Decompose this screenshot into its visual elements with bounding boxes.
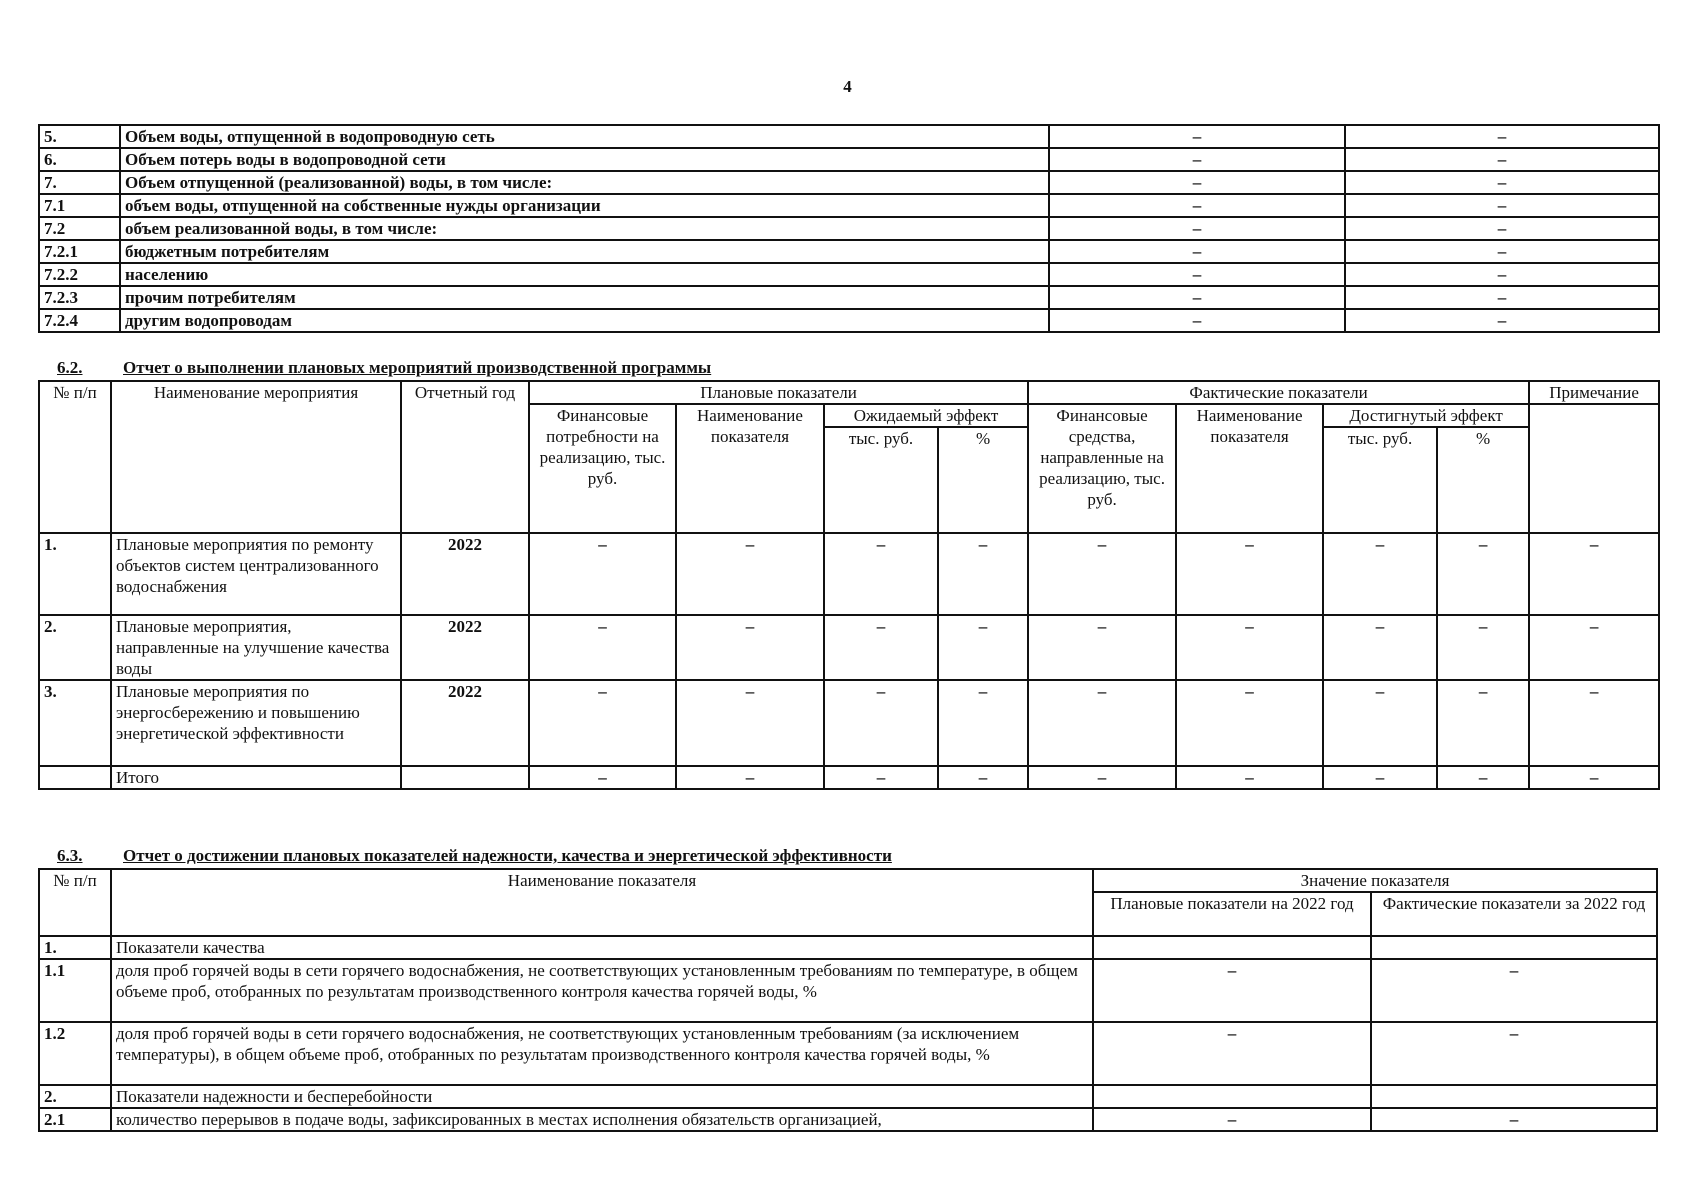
table-row <box>39 615 1659 680</box>
table-row <box>39 1022 1657 1085</box>
indicator-name: Показатели качества <box>111 936 1093 959</box>
fact-value: – <box>1371 1108 1657 1131</box>
table-row <box>39 936 1657 959</box>
total-row <box>39 766 1659 789</box>
header-fact-finance: Финансовые средства, направленные на реализацию, тыс. руб. <box>1028 404 1176 533</box>
value-cell: – <box>1176 766 1323 789</box>
total-label: Итого <box>111 766 401 789</box>
section-number: 6.3. <box>57 846 83 865</box>
fact-value: – <box>1345 125 1659 148</box>
fact-value: – <box>1345 171 1659 194</box>
value-cell: – <box>1529 680 1659 766</box>
value-cell: – <box>1529 615 1659 680</box>
plan-value: – <box>1049 194 1345 217</box>
header-plan-indicator-name: Наименование показателя <box>676 404 824 533</box>
fact-value: – <box>1345 286 1659 309</box>
row-number: 1.1 <box>39 959 111 1022</box>
table-row <box>39 217 1659 240</box>
table-row <box>39 533 1659 615</box>
header-num: № п/п <box>39 381 111 533</box>
row-number <box>39 766 111 789</box>
value-cell: – <box>676 680 824 766</box>
value-cell: – <box>1323 766 1437 789</box>
value-cell: – <box>1529 766 1659 789</box>
row-number: 3. <box>39 680 111 766</box>
value-cell: – <box>1437 533 1529 615</box>
row-name: Объем потерь воды в водопроводной сети <box>120 148 1049 171</box>
value-cell: – <box>1323 533 1437 615</box>
header-achieved-pct: % <box>1437 427 1529 533</box>
value-cell: – <box>1028 533 1176 615</box>
measure-name: Плановые мероприятия, направленные на улучшение качества воды <box>111 615 401 680</box>
value-cell: – <box>1437 680 1529 766</box>
value-cell: – <box>1176 680 1323 766</box>
plan-value: – <box>1049 240 1345 263</box>
header-achieved-effect: Достигнутый эффект <box>1323 404 1529 427</box>
fact-value: – <box>1371 1022 1657 1085</box>
row-name: объем воды, отпущенной на собственные нужды организации <box>120 194 1049 217</box>
value-cell: – <box>1323 615 1437 680</box>
plan-value: – <box>1049 286 1345 309</box>
row-number: 7.2.3 <box>39 286 120 309</box>
table-row <box>39 286 1659 309</box>
table-row <box>39 309 1659 332</box>
indicators-table <box>38 868 1658 1132</box>
value-cell: – <box>676 533 824 615</box>
indicator-name: доля проб горячей воды в сети горячего водоснабжения, не соответствующих установленным требованиям по температуре, в общем объеме проб, отобранных по результатам производственного контроля качества горячей воды, % <box>111 959 1093 1022</box>
volumes-table <box>38 124 1660 333</box>
row-name: объем реализованной воды, в том числе: <box>120 217 1049 240</box>
fact-value: – <box>1345 217 1659 240</box>
section-title-text: Отчет о выполнении плановых мероприятий производственной программы <box>123 358 712 377</box>
report-year: 2022 <box>401 680 529 766</box>
report-year <box>401 766 529 789</box>
indicator-name: Показатели надежности и бесперебойности <box>111 1085 1093 1108</box>
value-cell: – <box>938 680 1028 766</box>
row-number: 1. <box>39 533 111 615</box>
row-number: 7. <box>39 171 120 194</box>
plan-value: – <box>1049 171 1345 194</box>
value-cell: – <box>529 533 676 615</box>
row-number: 7.2 <box>39 217 120 240</box>
table-row <box>39 148 1659 171</box>
value-cell: – <box>529 766 676 789</box>
value-cell: – <box>824 680 938 766</box>
plan-value: – <box>1049 309 1345 332</box>
row-number: 1. <box>39 936 111 959</box>
header-fact-indicators: Фактические показатели <box>1028 381 1529 404</box>
value-cell: – <box>824 533 938 615</box>
indicators-table-body <box>39 936 1657 1131</box>
section-6-3-title <box>57 846 892 866</box>
section-6-2-title <box>57 358 711 378</box>
table-row <box>39 171 1659 194</box>
volumes-table-body <box>39 125 1659 332</box>
row-name: другим водопроводам <box>120 309 1049 332</box>
fact-value: – <box>1345 240 1659 263</box>
plan-value: – <box>1049 263 1345 286</box>
row-number: 7.1 <box>39 194 120 217</box>
header-indicator-value: Значение показателя <box>1093 869 1657 892</box>
row-number: 2. <box>39 615 111 680</box>
section-title-text: Отчет о достижении плановых показателей надежности, качества и энергетической эффективности <box>123 846 892 865</box>
plan-value: – <box>1093 959 1371 1022</box>
header-indicator-name: Наименование показателя <box>111 869 1093 936</box>
table-row <box>39 194 1659 217</box>
fact-value: – <box>1345 148 1659 171</box>
plan-value: – <box>1049 217 1345 240</box>
value-cell: – <box>1028 766 1176 789</box>
value-cell: – <box>1437 766 1529 789</box>
plan-value: – <box>1093 1022 1371 1085</box>
fact-value: – <box>1371 959 1657 1022</box>
measures-table <box>38 380 1660 790</box>
header-fact-indicator-name: Наименование показателя <box>1176 404 1323 533</box>
value-cell: – <box>676 766 824 789</box>
header-expected-rub: тыс. руб. <box>824 427 938 533</box>
indicator-name: количество перерывов в подаче воды, зафиксированных в местах исполнения обязательств организацией, <box>111 1108 1093 1131</box>
value-cell: – <box>1176 615 1323 680</box>
row-number: 1.2 <box>39 1022 111 1085</box>
table-row <box>39 959 1657 1022</box>
header-expected-effect: Ожидаемый эффект <box>824 404 1028 427</box>
value-cell: – <box>824 766 938 789</box>
table-row <box>39 125 1659 148</box>
section-number: 6.2. <box>57 358 83 377</box>
value-cell: – <box>938 533 1028 615</box>
value-cell: – <box>676 615 824 680</box>
row-name: населению <box>120 263 1049 286</box>
row-name: бюджетным потребителям <box>120 240 1049 263</box>
table-row <box>39 1108 1657 1131</box>
table-row <box>39 263 1659 286</box>
value-cell: – <box>938 615 1028 680</box>
row-number: 6. <box>39 148 120 171</box>
plan-value: – <box>1049 125 1345 148</box>
header-expected-pct: % <box>938 427 1028 533</box>
measure-name: Плановые мероприятия по энергосбережению и повышению энергетической эффективности <box>111 680 401 766</box>
header-note-blank <box>1529 404 1659 533</box>
fact-value <box>1371 936 1657 959</box>
plan-value <box>1093 936 1371 959</box>
value-cell: – <box>1176 533 1323 615</box>
header-report-year: Отчетный год <box>401 381 529 533</box>
value-cell: – <box>1028 680 1176 766</box>
fact-value: – <box>1345 309 1659 332</box>
value-cell: – <box>529 680 676 766</box>
row-number: 2.1 <box>39 1108 111 1131</box>
plan-value: – <box>1093 1108 1371 1131</box>
table-row <box>39 680 1659 766</box>
header-plan-finance: Финансовые потребности на реализацию, тыс. руб. <box>529 404 676 533</box>
row-name: прочим потребителям <box>120 286 1049 309</box>
header-plan-2022: Плановые показатели на 2022 год <box>1093 892 1371 936</box>
header-note: Примечание <box>1529 381 1659 404</box>
value-cell: – <box>1028 615 1176 680</box>
plan-value: – <box>1049 148 1345 171</box>
value-cell: – <box>529 615 676 680</box>
row-number: 7.2.1 <box>39 240 120 263</box>
row-number: 7.2.2 <box>39 263 120 286</box>
fact-value: – <box>1345 194 1659 217</box>
header-fact-2022: Фактические показатели за 2022 год <box>1371 892 1657 936</box>
row-name: Объем воды, отпущенной в водопроводную сеть <box>120 125 1049 148</box>
row-number: 7.2.4 <box>39 309 120 332</box>
row-number: 2. <box>39 1085 111 1108</box>
table-row <box>39 1085 1657 1108</box>
header-achieved-rub: тыс. руб. <box>1323 427 1437 533</box>
header-num: № п/п <box>39 869 111 936</box>
indicator-name: доля проб горячей воды в сети горячего водоснабжения, не соответствующих установленным требованиям (за исключением температуры), в общем объеме проб, отобранных по результатам производственного контроля качества горячей воды, % <box>111 1022 1093 1085</box>
header-measure-name: Наименование мероприятия <box>111 381 401 533</box>
value-cell: – <box>1437 615 1529 680</box>
measures-table-body <box>39 533 1659 789</box>
plan-value <box>1093 1085 1371 1108</box>
measure-name: Плановые мероприятия по ремонту объектов систем централизованного водоснабжения <box>111 533 401 615</box>
value-cell: – <box>1529 533 1659 615</box>
report-year: 2022 <box>401 533 529 615</box>
value-cell: – <box>1323 680 1437 766</box>
report-year: 2022 <box>401 615 529 680</box>
row-name: Объем отпущенной (реализованной) воды, в том числе: <box>120 171 1049 194</box>
table-row <box>39 240 1659 263</box>
value-cell: – <box>824 615 938 680</box>
row-number: 5. <box>39 125 120 148</box>
header-plan-indicators: Плановые показатели <box>529 381 1028 404</box>
fact-value <box>1371 1085 1657 1108</box>
page-number: 4 <box>843 77 852 96</box>
value-cell: – <box>938 766 1028 789</box>
fact-value: – <box>1345 263 1659 286</box>
